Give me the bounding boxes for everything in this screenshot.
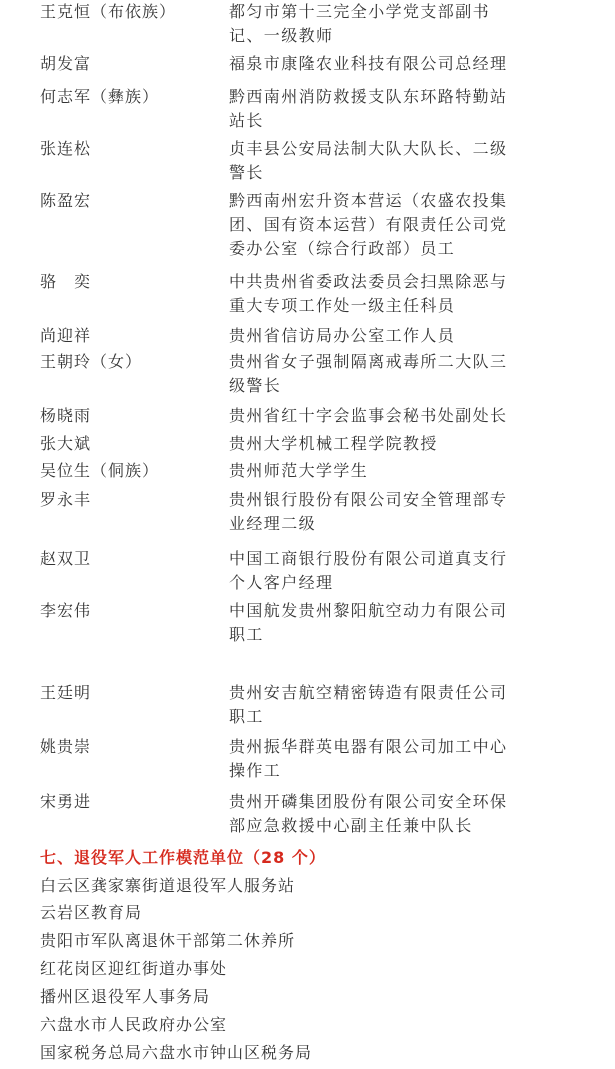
person-name: 陈盈宏 — [40, 191, 92, 210]
person-title: 贵州开磷集团股份有限公司安全环保部应急救援中心副主任兼中队长 — [229, 792, 508, 835]
person-name: 何志军（彝族） — [40, 87, 160, 106]
person-title: 贵州省信访局办公室工作人员 — [229, 326, 456, 345]
person-name: 吴位生（侗族） — [40, 461, 160, 480]
list-item: 红花岗区迎红街道办事处 — [40, 959, 228, 978]
list-item: 播州区退役军人事务局 — [40, 987, 211, 1006]
section-heading: 七、退役军人工作模范单位（28 个） — [40, 848, 326, 867]
person-title: 黔西南州宏升资本营运（农盛农投集团、国有资本运营）有限责任公司党委办公室（综合行政部）员工 — [229, 191, 508, 258]
person-title: 都匀市第十三完全小学党支部副书记、一级教师 — [229, 2, 491, 45]
person-title: 黔西南州消防救援支队东环路特勤站站长 — [229, 87, 508, 130]
person-name: 杨晓雨 — [40, 406, 92, 425]
person-name: 张连松 — [40, 139, 92, 158]
person-name: 罗永丰 — [40, 490, 92, 509]
person-title: 贞丰县公安局法制大队大队长、二级警长 — [229, 139, 508, 182]
person-name: 宋勇进 — [40, 792, 92, 811]
person-title: 中国航发贵州黎阳航空动力有限公司职工 — [229, 601, 508, 644]
person-name: 姚贵崇 — [40, 737, 92, 756]
person-name: 张大斌 — [40, 434, 92, 453]
person-title: 贵州省红十字会监事会秘书处副处长 — [229, 406, 508, 425]
person-name: 尚迎祥 — [40, 326, 92, 345]
list-item: 云岩区教育局 — [40, 903, 143, 922]
person-title: 贵州师范大学学生 — [229, 461, 369, 480]
person-name: 骆 奕 — [40, 272, 92, 291]
person-title: 贵州省女子强制隔离戒毒所二大队三级警长 — [229, 352, 508, 395]
person-name: 赵双卫 — [40, 549, 92, 568]
person-title: 贵州银行股份有限公司安全管理部专业经理二级 — [229, 490, 508, 533]
person-name: 王廷明 — [40, 683, 92, 702]
list-item: 贵阳市军队离退休干部第二休养所 — [40, 931, 296, 950]
person-name: 李宏伟 — [40, 601, 92, 620]
person-title: 中共贵州省委政法委员会扫黑除恶与重大专项工作处一级主任科员 — [229, 272, 508, 315]
person-name: 胡发富 — [40, 54, 92, 73]
person-title: 中国工商银行股份有限公司道真支行个人客户经理 — [229, 549, 508, 592]
person-title: 贵州振华群英电器有限公司加工中心操作工 — [229, 737, 508, 780]
person-title: 贵州安吉航空精密铸造有限责任公司职工 — [229, 683, 508, 726]
person-name: 王朝玲（女） — [40, 352, 143, 371]
list-item: 白云区龚家寨街道退役军人服务站 — [40, 876, 296, 895]
list-item: 国家税务总局六盘水市钟山区税务局 — [40, 1043, 313, 1062]
person-name: 王克恒（布依族） — [40, 2, 177, 21]
list-item: 六盘水市人民政府办公室 — [40, 1015, 228, 1034]
person-title: 贵州大学机械工程学院教授 — [229, 434, 438, 453]
person-title: 福泉市康隆农业科技有限公司总经理 — [229, 54, 508, 73]
